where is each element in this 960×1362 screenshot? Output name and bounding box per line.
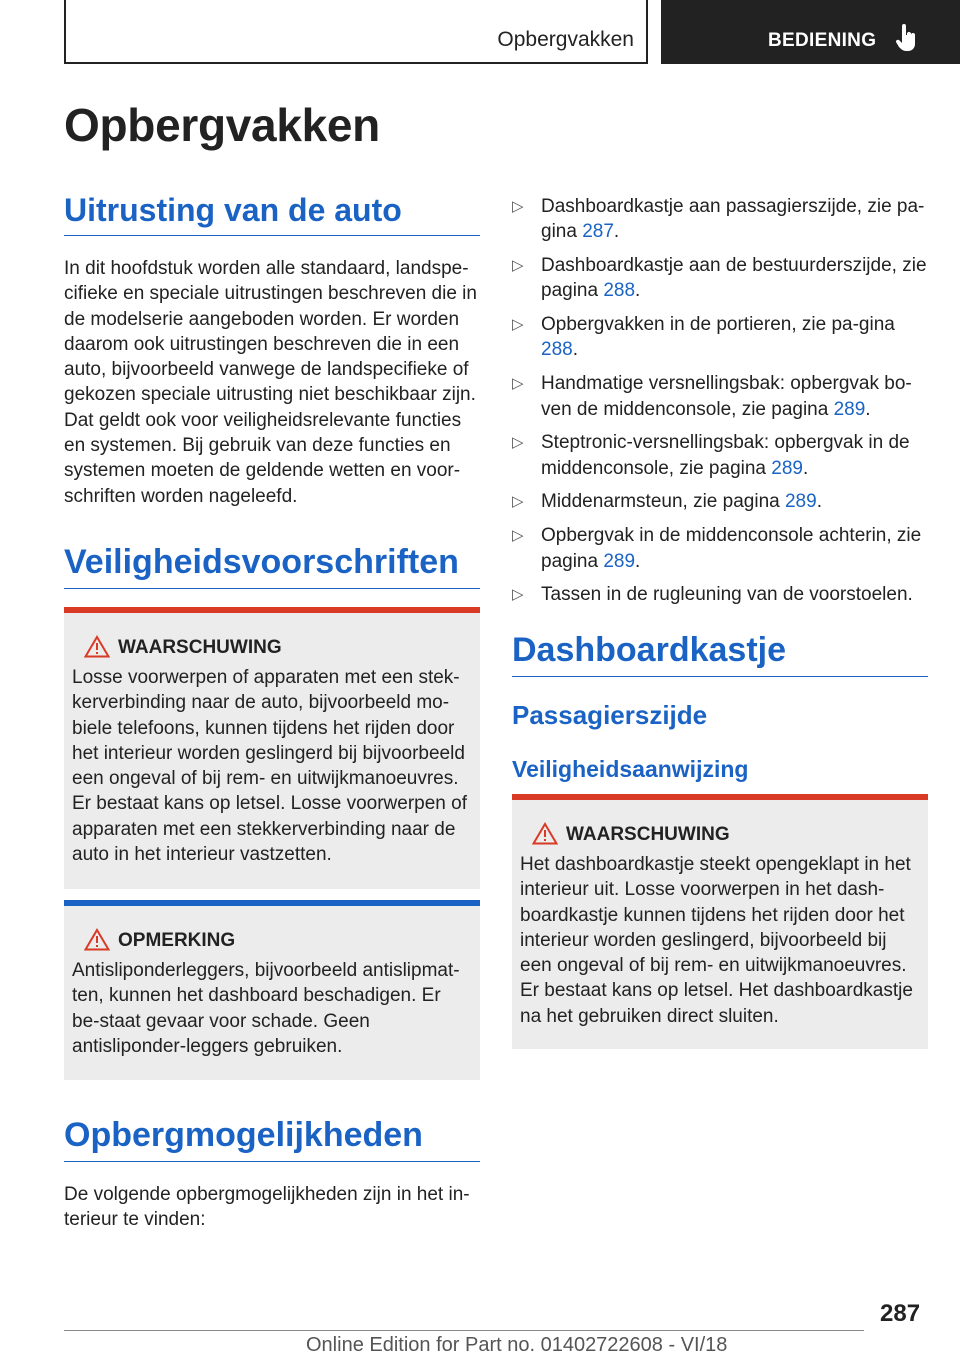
list-item: ▷ Opbergvak in de middenconsole achterin, zie pagina 289. <box>512 525 922 572</box>
heading-veiligheidsvoorschriften <box>64 540 480 589</box>
warning-box-title: WAARSCHUWING <box>118 637 282 658</box>
note-box-title: OPMERKING <box>118 930 236 951</box>
heading-dashboardkastje <box>512 626 928 677</box>
edition-footer: Online Edition for Part no. 01402722608 - VI/18 <box>306 1334 728 1356</box>
list-item: ▷ Steptronic-versnellingsbak: opbergvak in de middenconsole, zie pagina 289. <box>512 432 910 479</box>
heading-opbergmogelijkheden <box>64 1110 480 1162</box>
heading-opbergmogelijkheden-text: Opbergmogelijkheden <box>64 1116 423 1154</box>
header-section-tab <box>64 0 648 64</box>
warning-box-text: Het dashboardkastje steekt opengeklapt in het interieur uit. Losse voorwerpen in het dash-boardkastje kunnen tijdens het rijden door het interieur worden geslingerd, bijvoorbeeld bij een ongeval of bij rem- en uitwijkmanoeuvres. Er bestaat kans op letsel. Het dashboardkastje na het gebruiken direct sluiten. <box>520 854 913 1027</box>
triangle-bullet-icon: ▷ <box>512 198 524 215</box>
note-box-antislip <box>64 900 480 1080</box>
warning-triangle-icon <box>84 635 110 658</box>
list-item: ▷ Handmatige versnellingsbak: opbergvak bo-ven de middenconsole, zie pagina 289. <box>512 373 912 420</box>
heading-veiligheidsvoorschriften-text: Veiligheidsvoorschriften <box>64 543 459 581</box>
heading-veiligheidsaanwijzing: Veiligheidsaanwijzing <box>512 756 749 782</box>
list-item: ▷ Opbergvakken in de portieren, zie pa-gina 288. <box>512 314 895 361</box>
hand-pointer-icon <box>896 24 918 52</box>
page-link[interactable]: 289 <box>771 457 803 479</box>
header-chapter-tab <box>661 0 960 64</box>
triangle-bullet-icon: ▷ <box>512 586 524 604</box>
warning-box-header <box>72 633 472 661</box>
warning-triangle-icon <box>532 822 558 845</box>
heading-dashboardkastje-text: Dashboardkastje <box>512 631 786 669</box>
triangle-bullet-icon: ▷ <box>512 493 524 511</box>
page-link[interactable]: 288 <box>541 339 573 361</box>
page-link[interactable]: 289 <box>603 550 636 572</box>
heading-uitrusting-text: Uitrusting van de auto <box>64 192 402 228</box>
list-item: ▷ Tassen in de rugleuning van de voorstoelen. <box>512 582 932 607</box>
heading-uitrusting <box>64 186 480 236</box>
page-link[interactable]: 289 <box>784 491 817 513</box>
page-link[interactable]: 289 <box>833 398 866 420</box>
warning-box-safety <box>64 607 480 889</box>
page-title: Opbergvakken <box>64 99 380 151</box>
list-item: ▷ Dashboardkastje aan passagierszijde, zie pa-gina 287. <box>512 196 925 243</box>
heading-passagierszijde: Passagierszijde <box>512 700 708 730</box>
header-chapter-label: BEDIENING <box>768 30 877 51</box>
page-link[interactable]: 287 <box>582 221 614 243</box>
triangle-bullet-icon: ▷ <box>512 434 524 452</box>
triangle-bullet-icon: ▷ <box>512 257 524 275</box>
warning-box-text: Losse voorwerpen of apparaten met een stek-kerverbinding naar de auto, bijvoorbeeld mo-biele telefoons, kunnen tijdens het rijden door het interieur worden geslingerd bij bijvoorbeeld een ongeval of bij rem- en uitwijkmanoeuvres. Er bestaat kans op letsel. Losse voorwerpen of apparaten met een stekkerverbinding naar de auto in het interieur vastzetten. <box>72 667 468 866</box>
note-box-header <box>72 926 472 954</box>
warning-triangle-icon <box>84 928 110 951</box>
list-item: ▷ Dashboardkastje aan de bestuurderszijde, zie pagina 288. <box>512 255 927 302</box>
page-number: 287 <box>880 1300 921 1327</box>
warning-box-dashboard <box>512 794 928 1049</box>
note-box-text: Antisliponderleggers, bijvoorbeeld antislipmat-ten, kunnen het dashboard beschadigen. Er be-staat gevaar voor schade. Geen antisliponder-leggers gebruiken. <box>72 960 460 1057</box>
header-section-label: Opbergvakken <box>497 28 634 51</box>
storage-list <box>512 194 932 616</box>
opbergmogelijkheden-paragraph: De volgende opbergmogelijkheden zijn in het in-terieur te vinden: <box>64 1184 470 1231</box>
warning-box-header <box>520 820 920 848</box>
footer-divider <box>64 1330 864 1331</box>
triangle-bullet-icon: ▷ <box>512 375 524 393</box>
triangle-bullet-icon: ▷ <box>512 527 524 545</box>
warning-box-title: WAARSCHUWING <box>566 824 730 845</box>
uitrusting-paragraph: In dit hoofdstuk worden alle standaard, landspe-cifieke en speciale uitrustingen beschreven die in de modelserie aangeboden worden. Er worden daarom ook uitrustingen beschreven die in een auto, bijvoorbeeld vanwege de landspecifieke of gekozen speciale uitrusting niet beschikbaar zijn. Dat geldt ook voor veiligheidsrelevante functies en systemen. Bij gebruik van deze functies en systemen moeten de geldende wetten en voor-schriften worden nageleefd. <box>64 258 477 507</box>
triangle-bullet-icon: ▷ <box>512 316 524 334</box>
page-link[interactable]: 288 <box>603 280 636 302</box>
list-item: ▷ Middenarmsteun, zie pagina 289. <box>512 489 932 514</box>
